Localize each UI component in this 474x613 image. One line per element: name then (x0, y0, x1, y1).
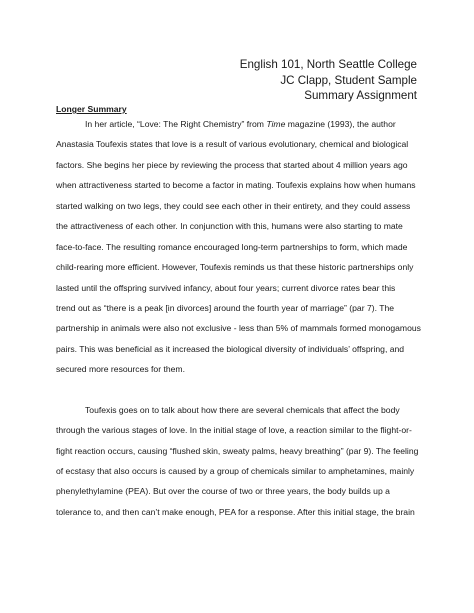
paragraph-1-line: the attractiveness of each other. In conjunction with this, humans were also starting to mate (56, 221, 403, 232)
paragraph-1-line: child-rearing more efficient. However, Toufexis reminds us that these historic partnerships only (56, 262, 414, 273)
paragraph-1-line-1 (56, 114, 422, 134)
paragraph-2-line: of ecstasy that also occurs is caused by a group of chemicals similar to amphetamines, mainly (56, 466, 415, 476)
paragraph-1-line: when attractiveness started to become a factor in mating. Toufexis explains how when humans (56, 180, 416, 191)
paragraph-1-line: partnership in animals were also not exclusive - less than 5% of mammals formed monogamous (56, 323, 421, 334)
paragraph-1-line: pairs. This was beneficial as it increased the biological diversity of individuals’ offspring, and (56, 343, 405, 354)
paragraph-1-line: lasted until the offspring survived infancy, about four years; current divorce rates bear this (56, 282, 396, 293)
header-assignment: Summary Assignment (304, 89, 417, 102)
paragraph-1-line-1-text-b: magazine (1993), the author (285, 119, 396, 129)
paragraph-1-line: secured more resources for them. (56, 364, 185, 375)
paragraph-2-line: Toufexis goes on to talk about how there are several chemicals that affect the body (85, 404, 400, 415)
section-heading: Longer Summary (56, 104, 127, 114)
document-body (56, 104, 422, 522)
paragraph-2-line: phenylethylamine (PEA). But over the course of two or three years, the body builds up a (56, 486, 390, 497)
header-course: English 101, North Seattle College (239, 58, 417, 71)
paragraph-1-line: factors. She begins her piece by reviewing the process that started about 4 million years ago (56, 159, 408, 170)
paragraph-1-line: face-to-face. The resulting romance encouraged long-term partnerships to form, which made (56, 241, 408, 252)
document-header (240, 57, 417, 104)
header-author: JC Clapp, Student Sample (280, 73, 417, 87)
magazine-title: Time (266, 119, 286, 129)
paragraph-1-line: started walking on two legs, they could see each other in their entirety, and they could assess (56, 200, 411, 211)
paragraph-1-line-1-text-a: In her article, “Love: The Right Chemistry” from (85, 119, 267, 129)
paragraph-2-line: fight reaction occurs, causing “flushed skin, sweaty palms, heavy breathing” (par 9). The feeling (56, 445, 419, 456)
paragraph-gap (56, 380, 422, 400)
paragraph-2-line: tolerance to, and then can’t make enough, PEA for a response. After this initial stage, the brain (56, 506, 415, 517)
paragraph-1-line: Anastasia Toufexis states that love is a result of various evolutionary, chemical and biological (56, 139, 409, 150)
paragraph-2-line: through the various stages of love. In the initial stage of love, a reaction similar to the flight-or- (56, 425, 412, 436)
paragraph-1-line: trend out as “there is a peak [in divorces] around the fourth year of marriage” (par 7). The (56, 302, 395, 313)
